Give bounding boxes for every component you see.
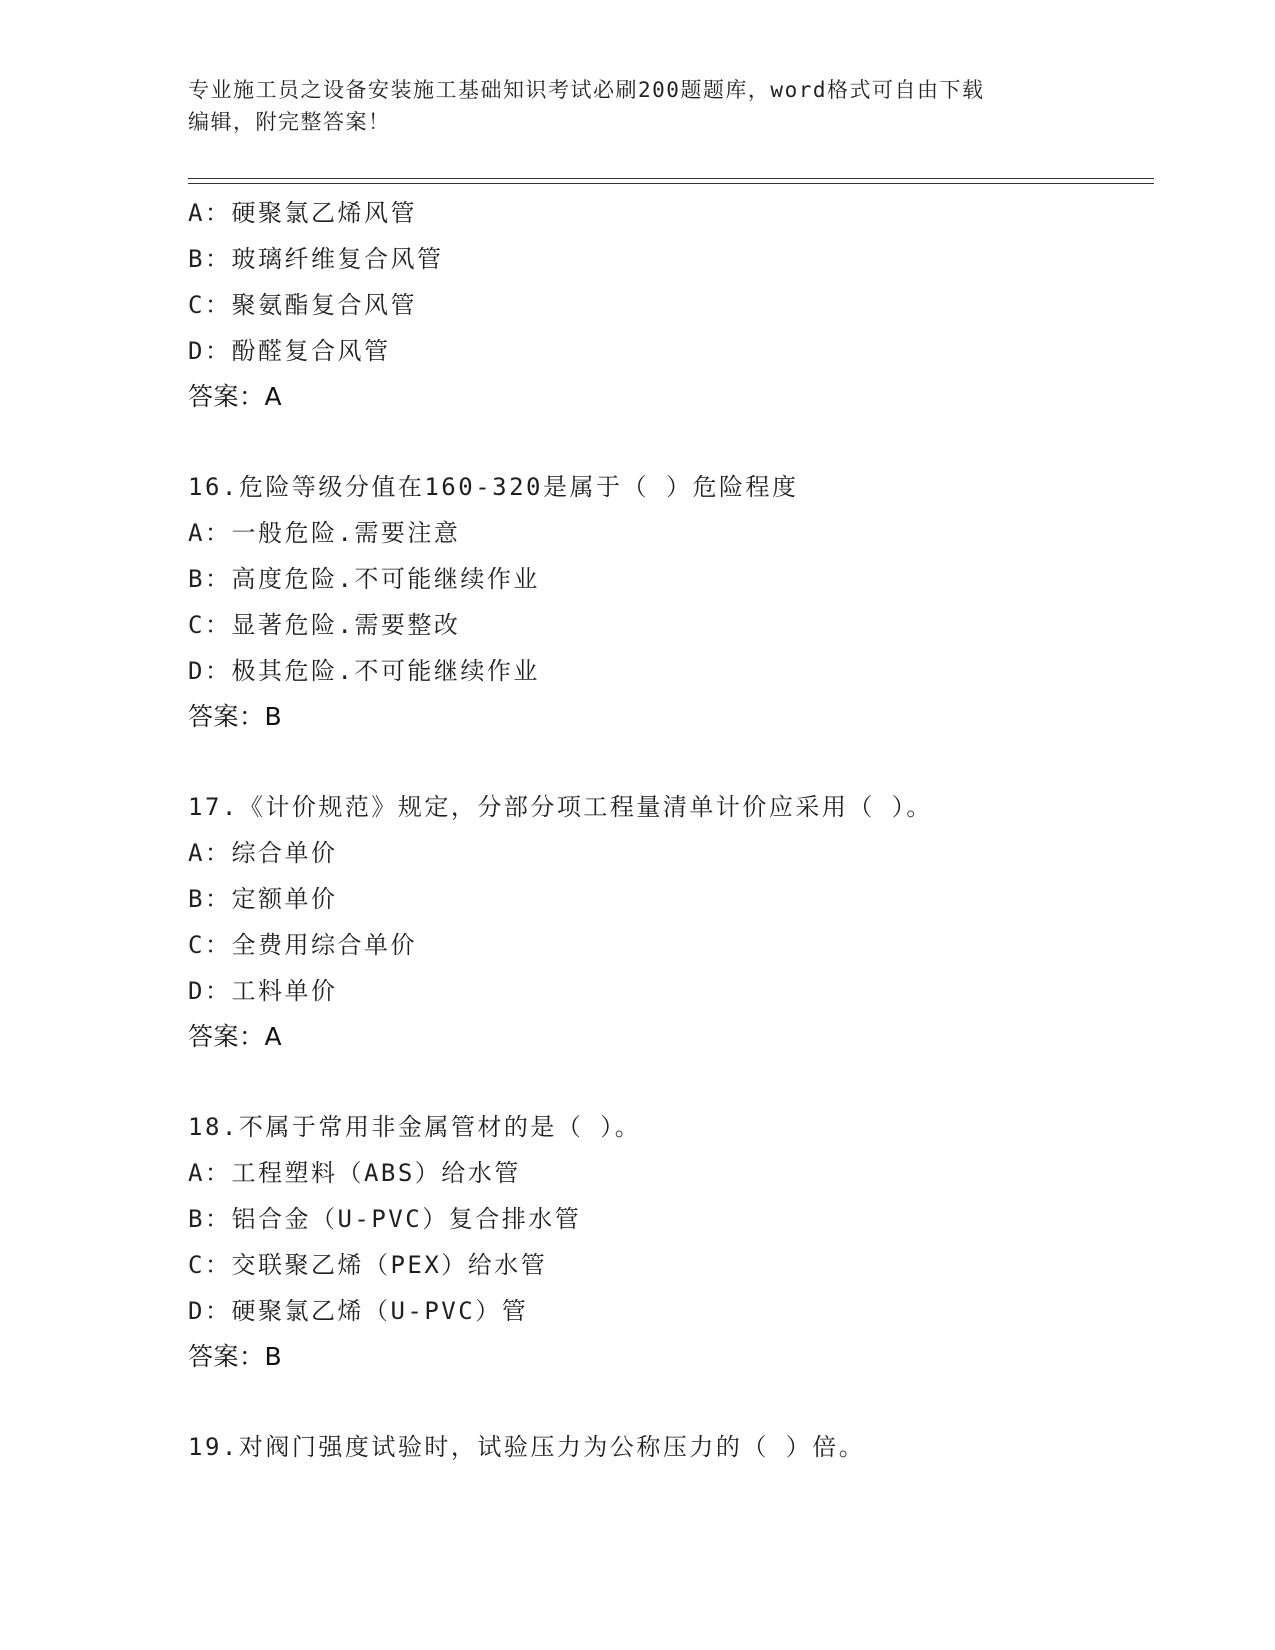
option-a: A：一般危险.需要注意 xyxy=(188,519,461,547)
block-spacer xyxy=(188,1380,1148,1424)
answer-line: 答案：A xyxy=(188,1022,283,1051)
option-b: B：定额单价 xyxy=(188,885,338,913)
question-stem: 18.不属于常用非金属管材的是（ ）。 xyxy=(188,1113,642,1141)
answer-line: 答案：B xyxy=(188,702,283,731)
question-stem: 16.危险等级分值在160-320是属于（ ）危险程度 xyxy=(188,473,799,501)
header-title-line-1: 专业施工员之设备安装施工基础知识考试必刷200题题库，word格式可自由下载 xyxy=(188,78,985,102)
block-spacer xyxy=(188,1060,1148,1104)
option-b: B：铝合金（U-PVC）复合排水管 xyxy=(188,1205,582,1233)
option-d: D：工料单价 xyxy=(188,977,338,1005)
option-b: B：高度危险.不可能继续作业 xyxy=(188,565,540,593)
option-a: A：工程塑料（ABS）给水管 xyxy=(188,1159,521,1187)
answer-line: 答案：A xyxy=(188,382,283,411)
question-block xyxy=(188,1424,1148,1470)
option-d: D：极其危险.不可能继续作业 xyxy=(188,657,540,685)
option-c: C：交联聚乙烯（PEX）给水管 xyxy=(188,1251,548,1279)
block-spacer xyxy=(188,420,1148,464)
question-block xyxy=(188,464,1148,740)
question-stem: 19.对阀门强度试验时，试验压力为公称压力的（ ）倍。 xyxy=(188,1433,866,1461)
option-b: B：玻璃纤维复合风管 xyxy=(188,245,444,273)
question-stem: 17.《计价规范》规定，分部分项工程量清单计价应采用（ ）。 xyxy=(188,793,933,821)
option-d: D：硬聚氯乙烯（U-PVC）管 xyxy=(188,1297,529,1325)
option-c: C：显著危险.需要整改 xyxy=(188,611,461,639)
header-divider-top xyxy=(188,178,1154,179)
option-a: A：硬聚氯乙烯风管 xyxy=(188,199,417,227)
question-list xyxy=(188,190,1148,1470)
document-header xyxy=(188,74,1068,138)
option-c: C：聚氨酯复合风管 xyxy=(188,291,417,319)
question-block xyxy=(188,784,1148,1060)
option-a: A：综合单价 xyxy=(188,839,338,867)
answer-line: 答案：B xyxy=(188,1342,283,1371)
header-title-line-2: 编辑，附完整答案！ xyxy=(188,110,391,134)
block-spacer xyxy=(188,740,1148,784)
question-block xyxy=(188,1104,1148,1380)
option-c: C：全费用综合单价 xyxy=(188,931,417,959)
question-block xyxy=(188,190,1148,420)
option-d: D：酚醛复合风管 xyxy=(188,337,391,365)
header-divider-bottom xyxy=(188,183,1154,184)
